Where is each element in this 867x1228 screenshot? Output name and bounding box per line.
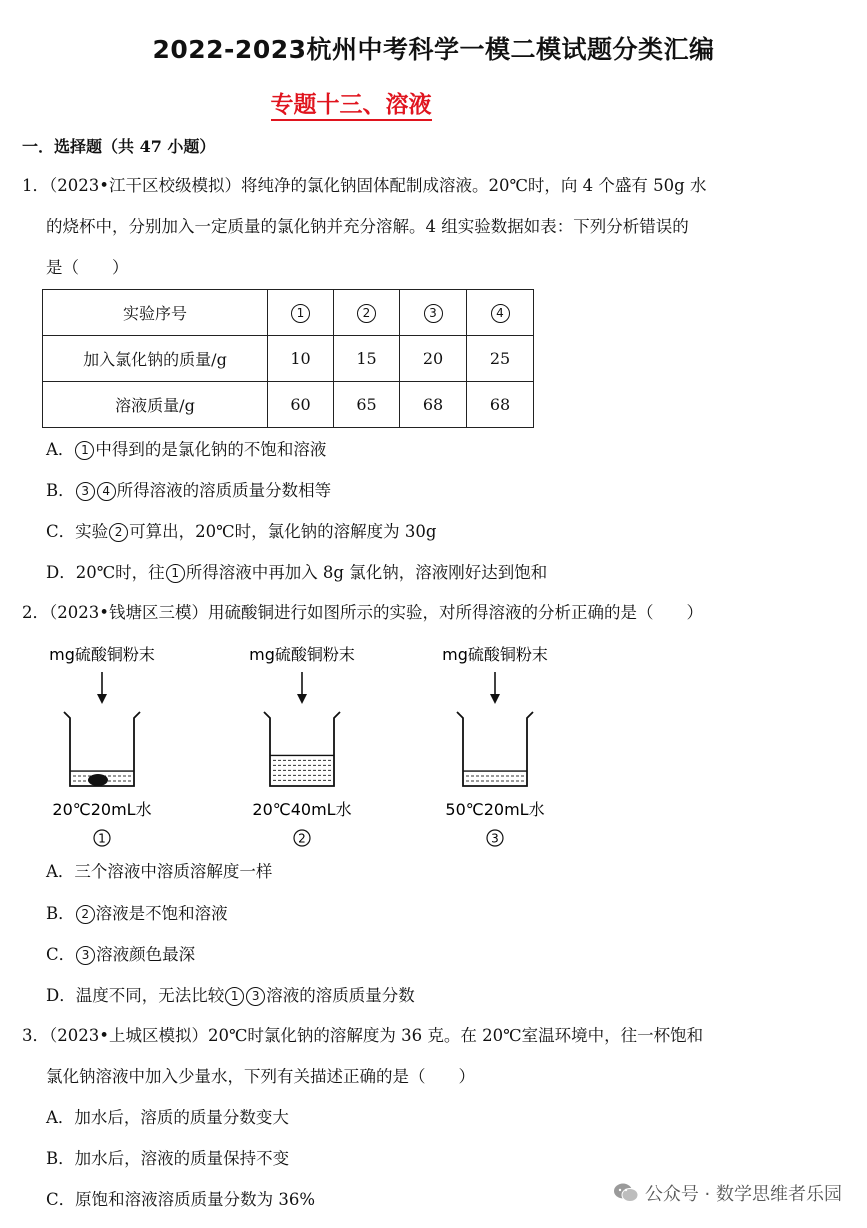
q1-option-d	[46, 564, 547, 583]
table-header-cell	[268, 290, 334, 336]
table-cell: 溶液质量/g	[43, 382, 268, 428]
circled-number: 1	[291, 304, 310, 323]
option-text: 溶液颜色最深	[96, 945, 196, 964]
page-title: 2022-2023杭州中考科学一模二模试题分类汇编	[152, 35, 715, 64]
beaker-index: 3	[491, 831, 499, 846]
table-cell: 加入氯化钠的质量/g	[43, 336, 268, 382]
q3-stem-line-2: 氯化钠溶液中加入少量水，下列有关描述正确的是（ ）	[46, 1067, 475, 1086]
sediment	[88, 774, 108, 786]
powder-label: mg硫酸铜粉末	[442, 645, 548, 664]
option-text: 溶液是不饱和溶液	[95, 904, 228, 923]
option-prefix: C．	[46, 945, 76, 964]
q3-option-b: B．加水后，溶液的质量保持不变	[46, 1149, 290, 1168]
beaker	[457, 712, 533, 786]
table-row	[43, 382, 534, 428]
q2-option-c	[46, 946, 195, 965]
beaker-condition-label: 20℃20mL水	[52, 800, 152, 819]
powder-label: mg硫酸铜粉末	[49, 645, 155, 664]
table-cell: 25	[467, 336, 534, 382]
q1-stem-line-2: 的烧杯中，分别加入一定质量的氯化钠并充分溶解。4 组实验数据如表：下列分析错误的	[46, 217, 689, 236]
option-prefix: A．	[46, 440, 75, 459]
circled-number: 3	[76, 482, 95, 501]
table-cell: 20	[400, 336, 467, 382]
table-cell: 68	[400, 382, 467, 428]
beaker-index: 1	[98, 831, 106, 846]
q3-option-c: C．原饱和溶液溶质质量分数为 36%	[46, 1190, 316, 1209]
q1-option-c	[46, 523, 436, 542]
option-text: 可算出，20℃时，氯化钠的溶解度为 30g	[129, 522, 437, 541]
q3-stem-line-1: 3．（2023•上城区模拟）20℃时氯化钠的溶解度为 36 克。在 20℃室温环境中，往一杯饱和	[22, 1026, 704, 1045]
circled-number: 4	[491, 304, 510, 323]
table-cell: 68	[467, 382, 534, 428]
option-prefix: D．温度不同，无法比较	[46, 986, 225, 1005]
table-row	[43, 336, 534, 382]
table-cell: 65	[334, 382, 400, 428]
beaker-condition-label: 20℃40mL水	[252, 800, 352, 819]
circled-number: 2	[357, 304, 376, 323]
q3-option-a: A．加水后，溶质的质量分数变大	[46, 1108, 289, 1127]
option-text: 溶液的溶质质量分数	[266, 986, 415, 1005]
q2-stem: 2．（2023•钱塘区三模）用硫酸铜进行如图所示的实验，对所得溶液的分析正确的是（ ）	[22, 603, 703, 622]
arrow-head-icon	[97, 694, 107, 704]
option-text: 所得溶液中再加入 8g 氯化钠，溶液刚好达到饱和	[185, 563, 548, 582]
option-text: 所得溶液的溶质质量分数相等	[116, 481, 332, 500]
table-cell: 10	[268, 336, 334, 382]
table-header-cell	[400, 290, 467, 336]
table-header-cell: 实验序号	[43, 290, 268, 336]
section-heading: 一．选择题（共 47 小题）	[22, 137, 216, 156]
page-subtitle	[0, 86, 702, 119]
table-header-cell	[334, 290, 400, 336]
circled-number: 3	[76, 946, 95, 965]
circled-number: 3	[424, 304, 443, 323]
powder-label: mg硫酸铜粉末	[249, 645, 355, 664]
circled-number: 4	[97, 482, 116, 501]
wechat-icon	[613, 1182, 639, 1204]
table-cell: 60	[268, 382, 334, 428]
watermark	[613, 1180, 842, 1206]
beaker-index: 2	[298, 831, 306, 846]
circled-number: 1	[166, 564, 185, 583]
arrow-head-icon	[297, 694, 307, 704]
beaker-condition-label: 50℃20mL水	[445, 800, 545, 819]
q1-stem-line-3: 是（ ）	[46, 258, 129, 277]
q1-data-table	[42, 289, 534, 428]
arrow-head-icon	[490, 694, 500, 704]
option-prefix: B．	[46, 904, 75, 923]
subtitle-text: 专题十三、溶液	[271, 92, 432, 121]
watermark-text: 公众号 · 数学思维者乐园	[644, 1184, 842, 1205]
circled-number: 2	[109, 523, 128, 542]
circled-number: 2	[76, 905, 95, 924]
q2-option-d	[46, 987, 415, 1006]
table-header-cell	[467, 290, 534, 336]
q1-stem-line-1: 1．（2023•江干区校级模拟）将纯净的氯化钠固体配制成溶液。20℃时，向 4 个盛有 50g 水	[22, 176, 707, 195]
table-cell: 15	[334, 336, 400, 382]
q1-option-b	[46, 482, 331, 501]
circled-number: 1	[225, 987, 244, 1006]
option-prefix: D．20℃时，往	[46, 563, 165, 582]
q1-option-a	[46, 441, 326, 460]
option-prefix: C．实验	[46, 522, 109, 541]
option-text: 中得到的是氯化钠的不饱和溶液	[95, 440, 327, 459]
circled-number: 1	[75, 441, 94, 460]
circled-number: 3	[246, 987, 265, 1006]
q2-option-b	[46, 905, 228, 924]
q2-beaker-figure	[40, 640, 580, 850]
option-prefix: B．	[46, 481, 75, 500]
q2-option-a: A．三个溶液中溶质溶解度一样	[46, 862, 273, 881]
table-row	[43, 290, 534, 336]
